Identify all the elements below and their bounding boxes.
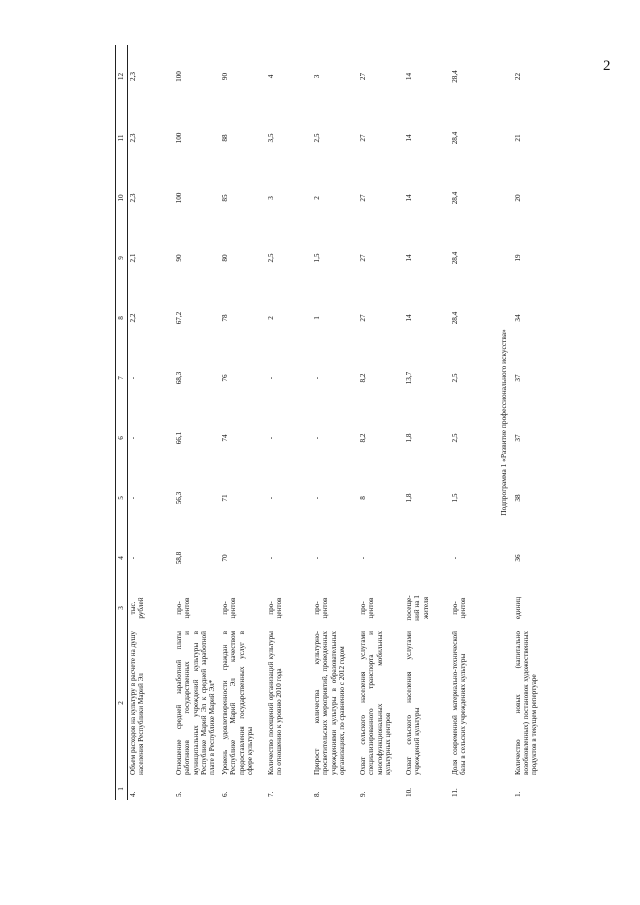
value-cell: - — [267, 376, 275, 380]
value-cell: 27 — [359, 314, 367, 322]
row-number: 1. — [513, 791, 522, 797]
value-cell: 56,3 — [175, 491, 183, 505]
value-cell: - — [359, 556, 367, 560]
value-cell: 90 — [221, 72, 229, 81]
value-cell: 1,8 — [405, 433, 413, 443]
table-row — [174, 45, 220, 800]
value-cell: - — [267, 556, 275, 560]
column-header: 8 — [116, 288, 128, 348]
value-cell: 70 — [221, 554, 229, 562]
column-header: 9 — [116, 228, 128, 288]
value-cell: 88 — [221, 134, 229, 142]
value-cell: 14 — [405, 194, 413, 202]
value-cell: 14 — [405, 314, 413, 322]
value-cell: 2 — [267, 316, 275, 320]
value-cell: 76 — [221, 374, 229, 382]
value-cell — [404, 528, 450, 588]
value-cell: 100 — [175, 192, 183, 204]
column-header: 7 — [116, 348, 128, 408]
value-cell: - — [451, 556, 459, 560]
value-cell: 66,1 — [175, 431, 183, 445]
value-cell: 28,4 — [451, 311, 459, 325]
column-header: 4 — [116, 528, 128, 588]
value-cell: 27 — [359, 134, 367, 142]
value-cell: 28,4 — [451, 191, 459, 205]
value-cell: 1 — [313, 316, 321, 320]
value-cell: 85 — [221, 194, 229, 202]
unit: единиц — [513, 596, 522, 620]
indicator-name: Уровень удовлетворенности граждан в Республике Марий Эл качеством предоставления государственных услуг в сфере культуры — [221, 631, 254, 775]
value-cell: 58,8 — [175, 551, 183, 565]
value-cell: 28,4 — [451, 251, 459, 265]
value-cell: 2,3 — [129, 193, 137, 203]
row-number: 7. — [267, 791, 275, 797]
value-cell: - — [129, 496, 137, 500]
value-cell: 67,2 — [175, 311, 183, 325]
value-cell: 27 — [359, 254, 367, 262]
indicator-name: Охват сельского населения услугами учреждений культуры — [405, 631, 422, 775]
value-cell: 1,8 — [405, 493, 413, 503]
unit: про-центов — [359, 597, 376, 619]
column-header: 10 — [116, 168, 128, 228]
row-number: 8. — [313, 791, 321, 797]
value-cell: 8,2 — [359, 373, 367, 383]
value-cell: 74 — [221, 434, 229, 442]
indicator-name: Объем расходов на культуру в расчете на душу населения Республики Марий Эл — [129, 631, 146, 775]
indicator-name: Охват сельского населения услугами специализированного транспорта и многофункциональных мобильных культурных центров — [359, 631, 392, 775]
value-cell: 38 — [513, 494, 522, 502]
value-cell: 27 — [359, 72, 367, 81]
value-cell: 2,5 — [451, 433, 459, 443]
table-row — [266, 45, 312, 800]
row-number: 10. — [405, 788, 413, 797]
value-cell: 28,4 — [451, 70, 459, 83]
value-cell: 37 — [513, 434, 522, 442]
unit: про-центов — [313, 597, 330, 619]
value-cell: 22 — [513, 72, 522, 81]
value-cell: 14 — [405, 134, 413, 142]
value-cell: 78 — [221, 314, 229, 322]
value-cell: 90 — [175, 254, 183, 262]
column-header: 11 — [116, 108, 128, 168]
header-row — [116, 45, 128, 800]
value-cell: 8,2 — [359, 433, 367, 443]
column-header: 12 — [116, 45, 128, 108]
value-cell: 68,3 — [175, 371, 183, 385]
value-cell: 4 — [267, 74, 275, 79]
value-cell: 100 — [175, 71, 183, 82]
table-row — [450, 45, 496, 800]
value-cell: 2,5 — [451, 373, 459, 383]
value-cell: 2,2 — [129, 313, 137, 323]
table-row — [513, 45, 559, 800]
unit: про-центов — [267, 597, 284, 619]
indicator-name: Количество новых (капитально возобновленных) постановок художественных продуктов в текущем репертуаре — [513, 631, 539, 775]
column-header: 2 — [116, 628, 128, 778]
table-row — [220, 45, 266, 800]
row-number: 6. — [221, 791, 229, 797]
table-row — [404, 45, 450, 800]
value-cell: 21 — [513, 134, 522, 142]
value-cell: - — [267, 436, 275, 440]
value-cell: 2,5 — [267, 253, 275, 263]
value-cell: 3 — [313, 74, 321, 79]
value-cell: - — [129, 556, 137, 560]
table-row — [312, 45, 358, 800]
value-cell: 34 — [513, 314, 522, 322]
indicator-name: Доля современной материально-технической базы в сельских учреждениях культуры — [451, 631, 468, 775]
value-cell: - — [267, 496, 275, 500]
page-number: 2 — [603, 58, 611, 74]
indicators-table — [115, 45, 559, 800]
value-cell: - — [313, 556, 321, 560]
column-header: 3 — [116, 588, 128, 628]
indicator-name: Прирост количества культурно-просветительских мероприятий, проведенных учреждениями культуры в образовательных организациях, по сравнению с 2012 годом — [313, 631, 346, 775]
value-cell: 1,5 — [313, 253, 321, 263]
value-cell: - — [313, 496, 321, 500]
value-cell: 1,5 — [451, 493, 459, 503]
value-cell: 3 — [267, 196, 275, 200]
unit: про-центов — [451, 597, 468, 619]
value-cell: 27 — [359, 194, 367, 202]
row-number: 11. — [451, 788, 459, 797]
table-row — [358, 45, 404, 800]
unit: тыс. рублей — [129, 597, 146, 619]
value-cell: 3,5 — [267, 133, 275, 143]
column-header: 1 — [116, 778, 128, 800]
value-cell: 100 — [175, 132, 183, 144]
column-header: 5 — [116, 468, 128, 528]
unit: про-центов — [175, 597, 192, 619]
indicator-name: Количество посещений организаций культуры по отношению к уровню 2010 года — [267, 631, 284, 775]
row-number: 9. — [359, 791, 367, 797]
rotated-table-page — [115, 45, 605, 800]
value-cell: 2,1 — [129, 253, 137, 263]
value-cell: 71 — [221, 494, 229, 502]
value-cell: 2,5 — [313, 133, 321, 143]
value-cell: - — [129, 376, 137, 380]
value-cell: 14 — [405, 254, 413, 262]
value-cell: - — [129, 436, 137, 440]
column-header: 6 — [116, 408, 128, 468]
value-cell: 20 — [513, 194, 522, 202]
table-row — [128, 45, 175, 800]
value-cell: 28,4 — [451, 131, 459, 145]
value-cell: 8 — [359, 496, 367, 500]
subprogram-row — [496, 45, 513, 800]
value-cell: 13,7 — [405, 371, 413, 385]
value-cell: 19 — [513, 254, 522, 262]
value-cell: 36 — [513, 554, 522, 562]
value-cell: 80 — [221, 254, 229, 262]
row-number: 4. — [129, 791, 137, 797]
value-cell: - — [313, 436, 321, 440]
value-cell: 14 — [405, 72, 413, 81]
value-cell: - — [313, 376, 321, 380]
value-cell: 2,3 — [129, 72, 137, 81]
indicator-name: Отношение средней заработной платы работников государственных и муниципальных учреждений культуры в Республике Марий Эл к средней заработной плате в Республике Марий Эл* — [175, 631, 217, 775]
unit: посеще-ний на 1 жителя — [405, 595, 430, 621]
subprogram-title: Подпрограмма 1 «Развитие профессионального искусства» — [499, 329, 508, 516]
row-number: 5. — [175, 791, 183, 797]
unit: про-центов — [221, 597, 238, 619]
value-cell: 2,3 — [129, 133, 137, 143]
value-cell: 2 — [313, 196, 321, 200]
value-cell: 37 — [513, 374, 522, 382]
